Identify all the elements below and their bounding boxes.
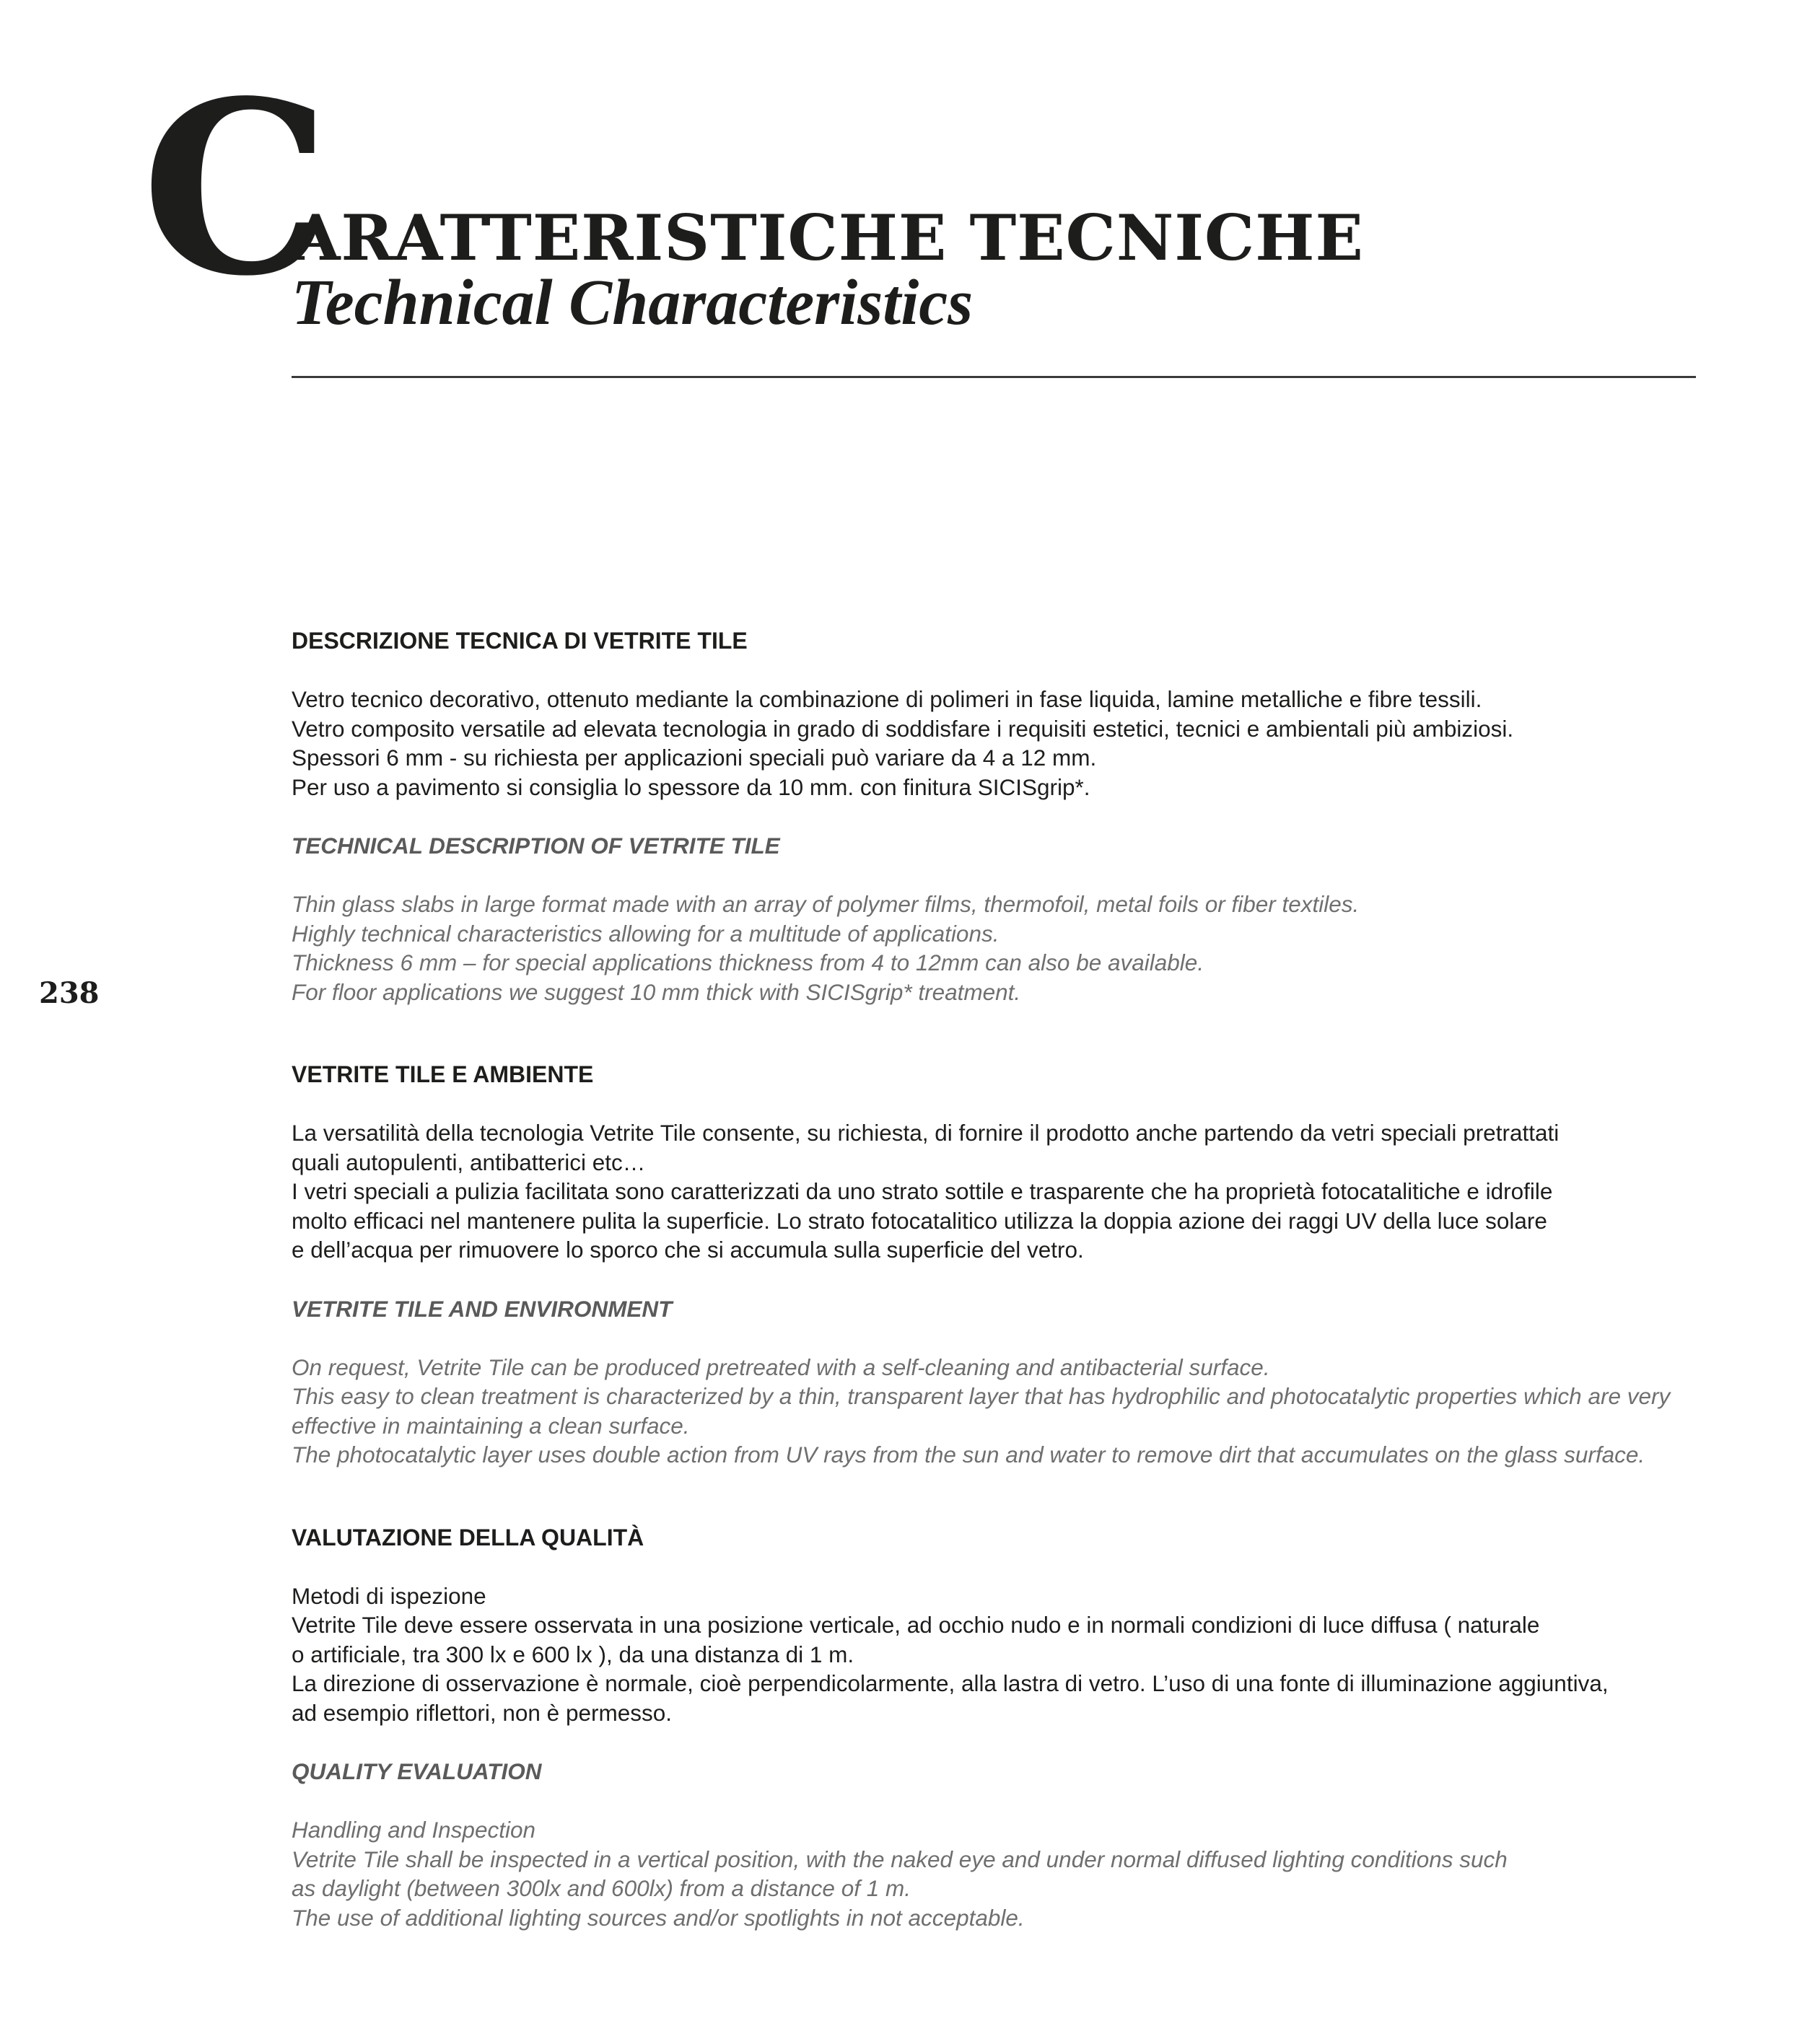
section-heading-english: TECHNICAL DESCRIPTION OF VETRITE TILE xyxy=(292,833,780,859)
content-column xyxy=(292,626,1699,1932)
text-line: The photocatalytic layer uses double action from UV rays from the sun and water to remove dirt that accumulates on the glass surface. xyxy=(292,1442,1645,1468)
text-line: ad esempio riflettori, non è permesso. xyxy=(292,1699,673,1726)
section-heading-italian: VALUTAZIONE DELLA QUALITÀ xyxy=(292,1524,644,1550)
text-line: I vetri speciali a pulizia facilitata sono caratterizzati da uno strato sottile e trasparente che ha proprietà fotocatalitiche e idrofile xyxy=(292,1178,1553,1204)
text-line: quali autopulenti, antibatterici etc… xyxy=(292,1149,646,1175)
section-environment xyxy=(292,1060,1699,1470)
text-line: Metodi di ispezione xyxy=(292,1582,486,1609)
section-text-english xyxy=(292,890,1699,1006)
text-line: Per uso a pavimento si consiglia lo spessore da 10 mm. con finitura SICISgrip*. xyxy=(292,773,1090,800)
text-line: Vetro tecnico decorativo, ottenuto mediante la combinazione di polimeri in fase liquida, lamine metalliche e fibre tessili. xyxy=(292,686,1482,712)
drop-cap-letter: C xyxy=(141,48,327,328)
section-text-italian xyxy=(292,1582,1699,1728)
text-line: Handling and Inspection xyxy=(292,1817,535,1843)
section-technical-description xyxy=(292,626,1699,1006)
title-divider xyxy=(292,376,1696,378)
text-line: This easy to clean treatment is characterized by a thin, transparent layer that has hydrophilic and photocatalytic properties which are very xyxy=(292,1383,1671,1409)
page-title-italian: ARATTERISTICHE TECNICHE xyxy=(292,201,1364,275)
text-line: For floor applications we suggest 10 mm thick with SICISgrip* treatment. xyxy=(292,978,1021,1005)
section-text-italian xyxy=(292,1118,1699,1265)
section-heading-english: QUALITY EVALUATION xyxy=(292,1758,542,1784)
text-line: e dell’acqua per rimuovere lo sporco che si accumula sulla superficie del vetro. xyxy=(292,1237,1084,1263)
text-line: Vetrite Tile shall be inspected in a vertical position, with the naked eye and under normal diffused lighting conditions such xyxy=(292,1846,1508,1872)
section-text-italian xyxy=(292,685,1699,802)
text-line: Vetrite Tile deve essere osservata in una posizione verticale, ad occhio nudo e in normali condizioni di luce diffusa ( naturale xyxy=(292,1612,1540,1638)
text-line: Spessori 6 mm - su richiesta per applicazioni speciali può variare da 4 a 12 mm. xyxy=(292,745,1097,771)
section-quality-evaluation xyxy=(292,1523,1699,1933)
page-title-english: Technical Characteristics xyxy=(292,267,974,338)
page-number: 238 xyxy=(39,976,100,1010)
text-line: o artificiale, tra 300 lx e 600 lx ), da una distanza di 1 m. xyxy=(292,1641,854,1667)
section-heading-italian: DESCRIZIONE TECNICA DI VETRITE TILE xyxy=(292,628,748,654)
text-line: Highly technical characteristics allowing for a multitude of applications. xyxy=(292,920,1000,947)
section-text-english xyxy=(292,1353,1699,1470)
section-text-english xyxy=(292,1815,1699,1932)
text-line: molto efficaci nel mantenere pulita la superficie. Lo strato fotocatalitico utilizza la doppia azione dei raggi UV della luce solare xyxy=(292,1207,1547,1234)
text-line: La direzione di osservazione è normale, cioè perpendicolarmente, alla lastra di vetro. L’uso di una fonte di illuminazione aggiuntiva, xyxy=(292,1670,1609,1696)
text-line: as daylight (between 300lx and 600lx) from a distance of 1 m. xyxy=(292,1875,911,1901)
text-line: Thickness 6 mm – for special applications thickness from 4 to 12mm can also be available. xyxy=(292,949,1204,975)
section-heading-english: VETRITE TILE AND ENVIRONMENT xyxy=(292,1295,673,1322)
section-heading-italian: VETRITE TILE E AMBIENTE xyxy=(292,1061,594,1087)
text-line: effective in maintaining a clean surface. xyxy=(292,1412,690,1439)
text-line: On request, Vetrite Tile can be produced pretreated with a self-cleaning and antibacterial surface. xyxy=(292,1354,1270,1380)
text-line: Thin glass slabs in large format made with an array of polymer films, thermofoil, metal foils or fiber textiles. xyxy=(292,891,1360,917)
text-line: La versatilità della tecnologia Vetrite Tile consente, su richiesta, di fornire il prodotto anche partendo da vetri speciali pretrattati xyxy=(292,1120,1560,1146)
text-line: Vetro composito versatile ad elevata tecnologia in grado di soddisfare i requisiti estetici, tecnici e ambientali più ambiziosi. xyxy=(292,715,1514,742)
text-line: The use of additional lighting sources and/or spotlights in not acceptable. xyxy=(292,1904,1025,1931)
